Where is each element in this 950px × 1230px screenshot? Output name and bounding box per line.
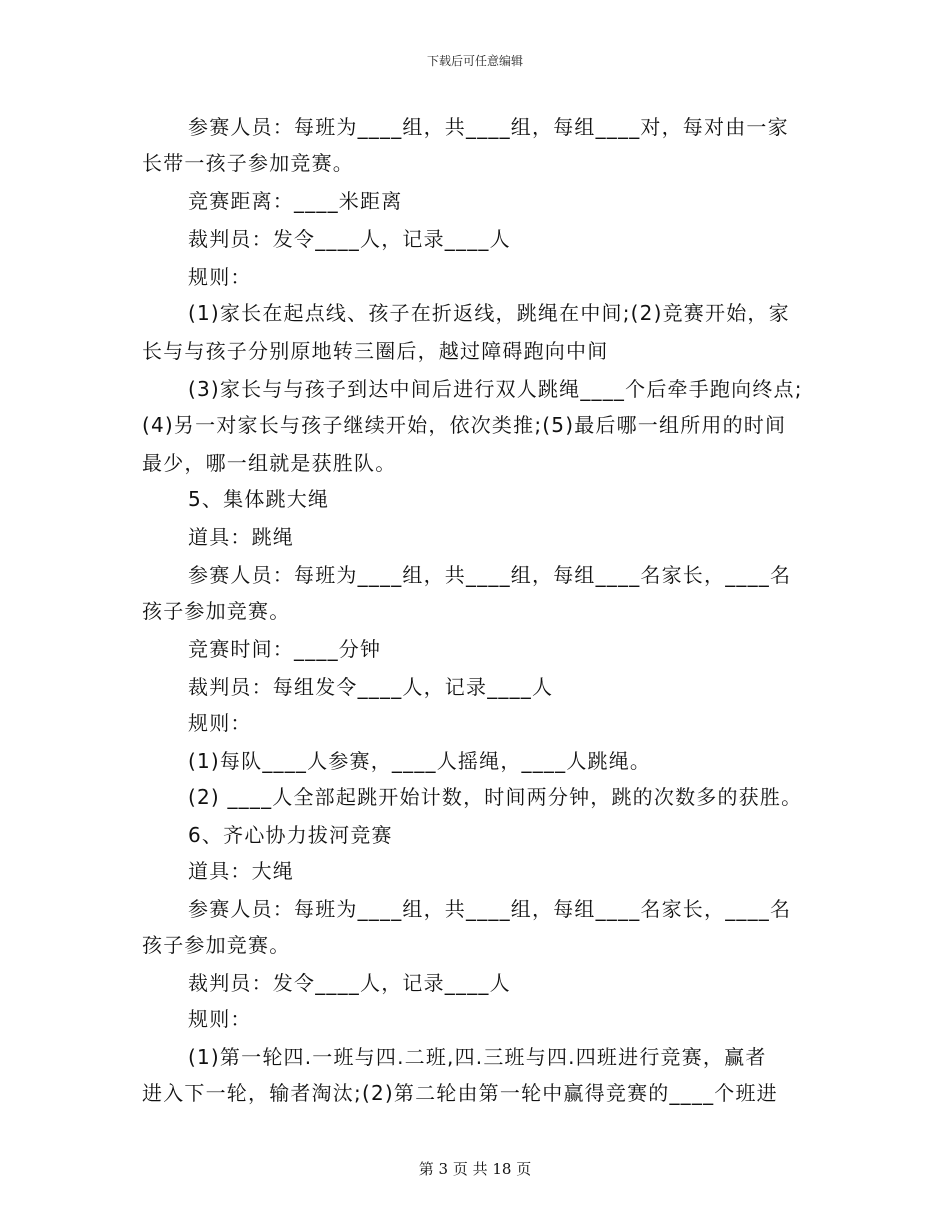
paragraph-line: 道具：大绳 — [188, 859, 294, 883]
paragraph-line: 孩子参加竞赛。 — [142, 933, 291, 957]
paragraph-line: 规则： — [188, 265, 252, 289]
paragraph-line: 裁判员：发令____人，记录____人 — [188, 227, 511, 251]
paragraph-line: 规则： — [188, 1007, 252, 1031]
paragraph-line: (3)家长与与孩子到达中间后进行双人跳绳____个后牵手跑向终点; — [188, 377, 803, 401]
section-heading: 6、齐心协力拔河竞赛 — [188, 823, 393, 847]
paragraph-line: 参赛人员：每班为____组，共____组，每组____对，每对由一家 — [188, 115, 789, 139]
paragraph-line: (2) ____人全部起跳开始计数，时间两分钟，跳的次数多的获胜。 — [188, 785, 803, 809]
paragraph-line: 道具：跳绳 — [188, 525, 294, 549]
paragraph-line: 裁判员：发令____人，记录____人 — [188, 971, 511, 995]
paragraph-line: 长带一孩子参加竞赛。 — [142, 151, 354, 175]
section-heading: 5、集体跳大绳 — [188, 487, 330, 511]
paragraph-line: 参赛人员：每班为____组，共____组，每组____名家长，____名 — [188, 897, 792, 921]
page-footer: 第 3 页 共 18 页 — [418, 1160, 532, 1178]
paragraph-line: 孩子参加竞赛。 — [142, 599, 291, 623]
paragraph-line: 参赛人员：每班为____组，共____组，每组____名家长，____名 — [188, 563, 792, 587]
paragraph-line: (1)第一轮四.一班与四.二班,四.三班与四.四班进行竞赛，赢者 — [188, 1045, 767, 1069]
paragraph-line: 竞赛距离：____米距离 — [188, 189, 403, 213]
paragraph-line: (1)家长在起点线、孩子在折返线，跳绳在中间;(2)竞赛开始，家 — [188, 301, 790, 325]
paragraph-line: 规则： — [188, 711, 252, 735]
paragraph-line: 长与与孩子分别原地转三圈后，越过障碍跑向中间 — [142, 339, 609, 363]
paragraph-line: (1)每队____人参赛，____人摇绳，____人跳绳。 — [188, 749, 652, 773]
paragraph-line: 进入下一轮，输者淘汰;(2)第二轮由第一轮中赢得竞赛的____个班进 — [142, 1081, 778, 1105]
page-header: 下载后可任意编辑 — [426, 54, 523, 68]
paragraph-line: 裁判员：每组发令____人，记录____人 — [188, 675, 554, 699]
paragraph-line: 竞赛时间：____分钟 — [188, 637, 382, 661]
paragraph-line: (4)另一对家长与孩子继续开始，依次类推;(5)最后哪一组所用的时间 — [142, 413, 787, 437]
paragraph-line: 最少，哪一组就是获胜队。 — [142, 451, 397, 475]
